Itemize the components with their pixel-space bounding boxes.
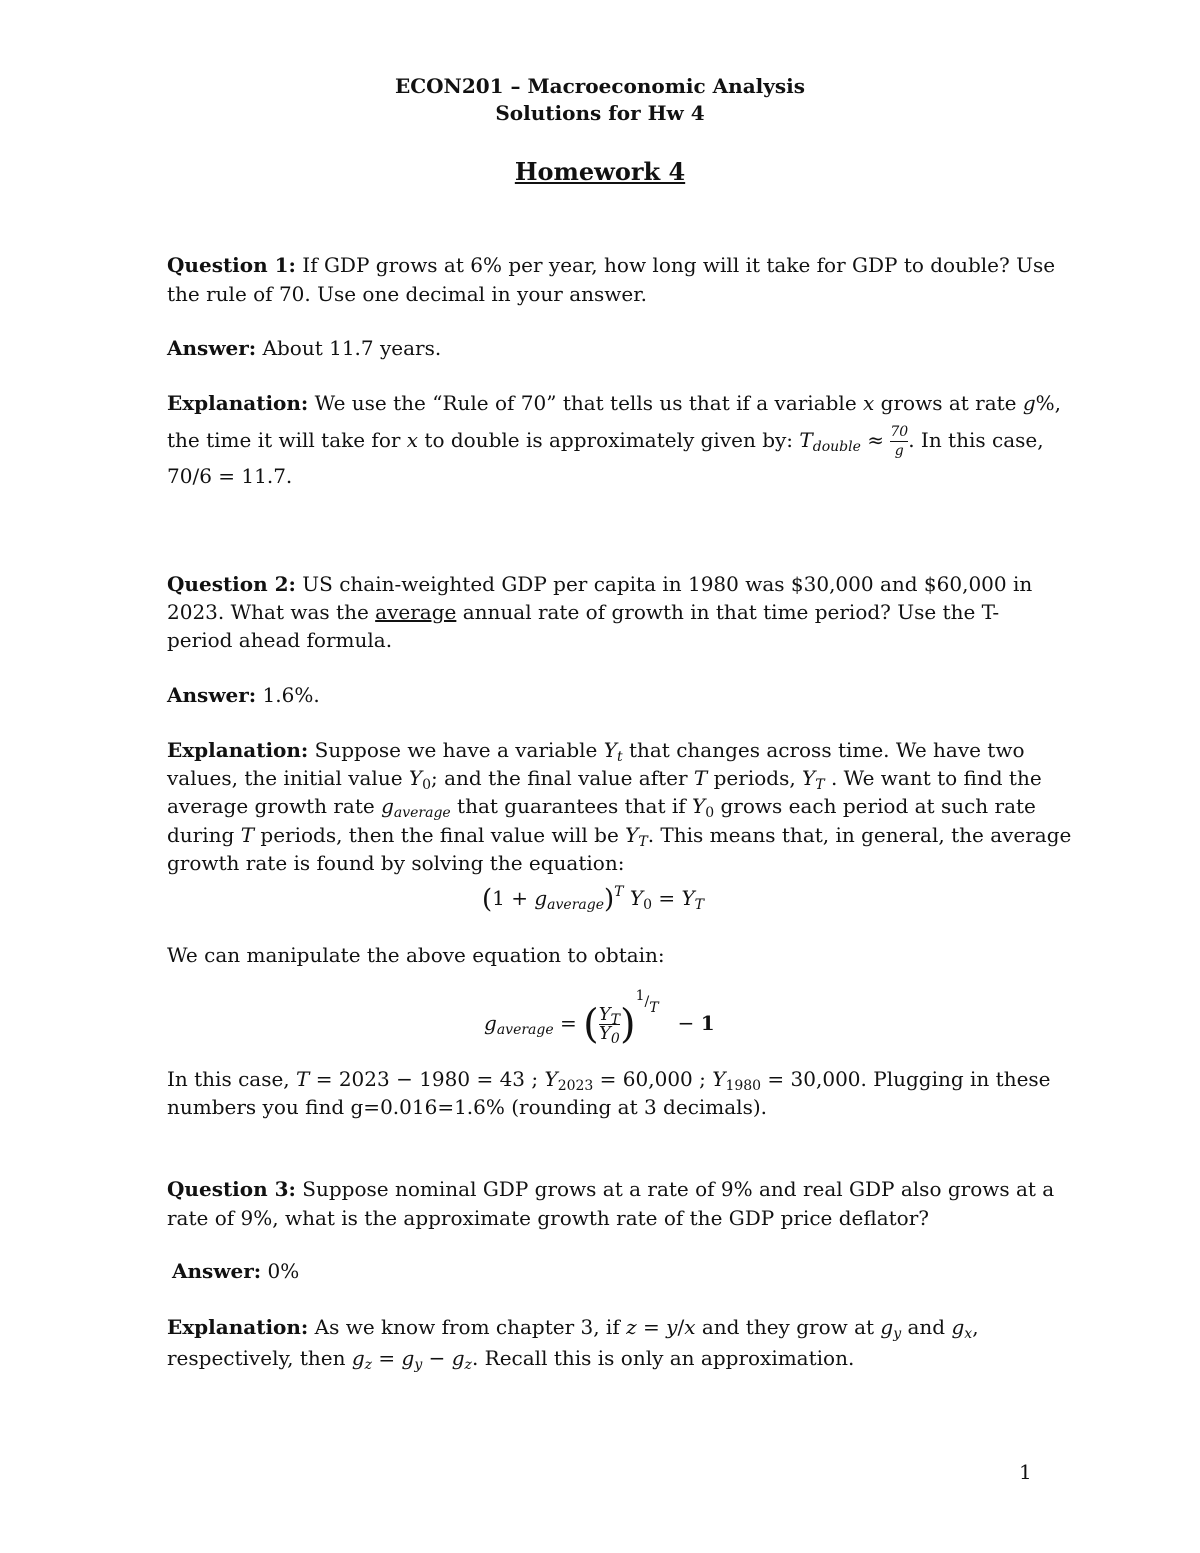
page-title: Homework 4 (514, 157, 686, 186)
q3-line1 (167, 1175, 1054, 1203)
q3-expl-line1: Explanation: As we know from chapter 3, if z = y/x and they grow at $g_y$ and $g_x$, (167, 1315, 979, 1342)
q2-manip-text: We can manipulate the above equation to obtain: (167, 943, 665, 967)
q3-text1: Suppose nominal GDP grows at a rate of 9% and real GDP also grows at a (302, 1177, 1055, 1201)
q1-expl-line3: 70/6 = 11.7. (167, 464, 293, 488)
q1-answer-label: Answer: (167, 336, 257, 360)
fraction-yt-over-y0: $\frac{Y_T}{Y_0}$ (598, 1004, 620, 1047)
q2-line1 (167, 570, 1032, 598)
q2-text1: US chain-weighted GDP per capita in 1980 was $30,000 and $60,000 in (302, 572, 1033, 596)
q1-answer-text: About 11.7 years. (262, 336, 442, 360)
q2-expl-line5: growth rate is found by solving the equation: (167, 851, 625, 875)
q1-line1 (167, 251, 1055, 279)
q1-text1: If GDP grows at 6% per year, how long will it take for GDP to double? Use (302, 253, 1056, 277)
q3-answer-label: Answer: (172, 1259, 262, 1283)
equation-growth: $(1 + g_{average})^T$ $Y_0 = Y_T$ (482, 884, 705, 915)
course-title: ECON201 – Macroeconomic Analysis (394, 74, 806, 98)
q1-expl-line1: Explanation: We use the “Rule of 70” that tells us that if a variable x grows at rate g%, (167, 391, 1062, 415)
q2-answer (167, 681, 320, 709)
q3-label: Question 3: (167, 1177, 296, 1201)
q1-answer (167, 334, 441, 362)
q3-expl-line2: respectively, then $g_z = g_y - g_z$. Recall this is only an approximation. (167, 1346, 855, 1373)
q3-expl-label: Explanation: (167, 1315, 309, 1339)
q2-answer-label: Answer: (167, 683, 257, 707)
q1-expl-line2: the time it will take for x to double is approximately given by: $T_{double}$ ≈ $\frac{70}{g}$ . In this case, (167, 424, 1044, 459)
q3-answer-text: 0% (267, 1259, 300, 1283)
q3-line2: rate of 9%, what is the approximate growth rate of the GDP price deflator? (167, 1206, 930, 1230)
q2-expl-line2: values, the initial value $Y_0$; and the final value after T periods, $Y_T$ . We want to find the (167, 766, 1042, 793)
q1-line2: the rule of 70. Use one decimal in your answer. (167, 282, 647, 306)
page-number: 1 (1019, 1460, 1032, 1484)
q2-case-line1: In this case, T = 2023 − 1980 = 43 ; $Y_{2023} = 60,000$ ; $Y_{1980} = 30,000$. Plugging in these (167, 1067, 1051, 1094)
equation-average-growth: $g_{average}$ = ( $\frac{Y_T}{Y_0}$ )$^{1/T}$ − 1 (484, 988, 715, 1048)
q1-expl-label: Explanation: (167, 391, 309, 415)
q2-answer-text: 1.6%. (262, 683, 320, 707)
q2-line2: 2023. What was the average annual rate of growth in that time period? Use the T- (167, 600, 1000, 624)
fraction-70-over-g: $\frac{70}{g}$ (890, 424, 909, 459)
document-subtitle: Solutions for Hw 4 (495, 101, 705, 125)
q2-expl-line1: Explanation: Suppose we have a variable $Y_t$ that changes across time. We have two (167, 738, 1025, 765)
q2-label: Question 2: (167, 572, 296, 596)
q2-case-line2: numbers you find g=0.016=1.6% (rounding at 3 decimals). (167, 1095, 767, 1119)
q2-expl-line4: during T periods, then the final value will be $Y_T$. This means that, in general, the average (167, 823, 1072, 850)
q2-expl-label: Explanation: (167, 738, 309, 762)
q3-answer (172, 1257, 299, 1285)
q1-label: Question 1: (167, 253, 296, 277)
q2-expl-line3: average growth rate $g_{average}$ that guarantees that if $Y_0$ grows each period at such rate (167, 794, 1036, 821)
q2-line3: period ahead formula. (167, 628, 393, 652)
